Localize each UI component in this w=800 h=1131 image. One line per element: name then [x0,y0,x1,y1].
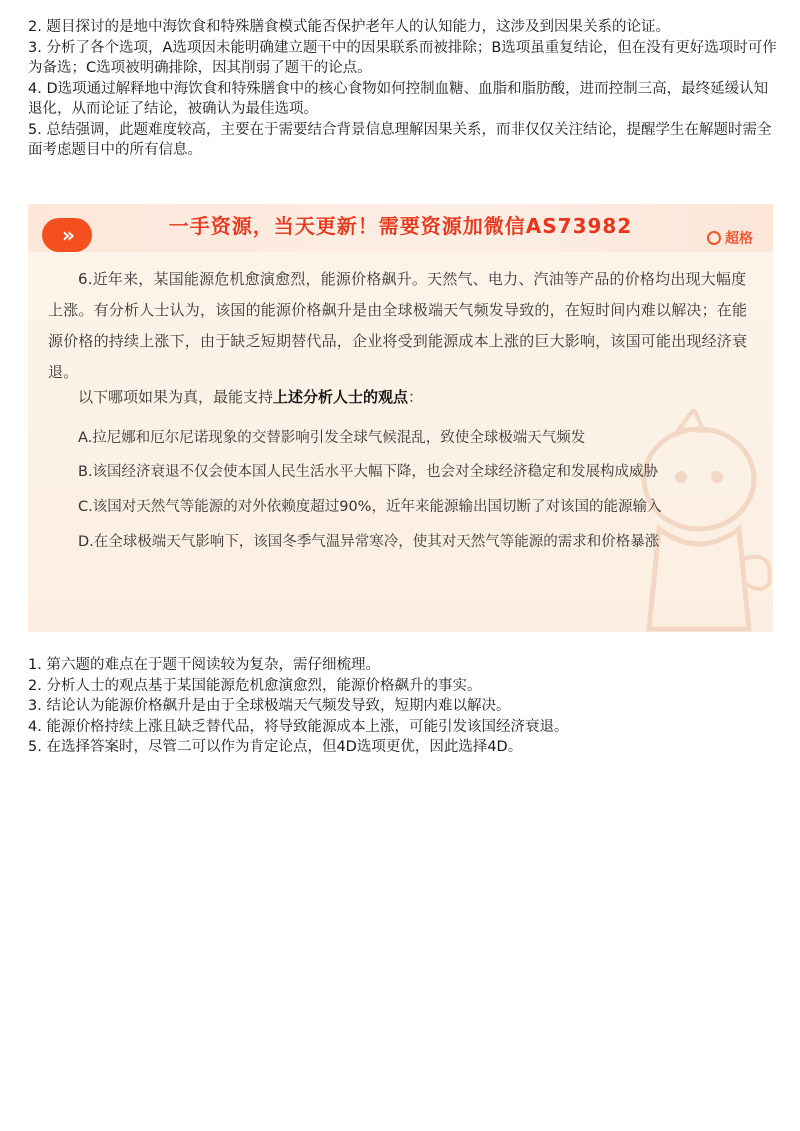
list-item: 1. 第六题的难点在于题干阅读较为复杂，需仔细梳理。 [28,657,380,673]
list-item: 2. 题目探讨的是地中海饮食和特殊膳食模式能否保护老年人的认知能力，这涉及到因果关系的论证。 [28,19,670,35]
prompt-emphasis: 上述分析人士的观点 [273,388,409,406]
summary-list-top [28,17,780,161]
list-item: 3. 分析了各个选项，A选项因未能明确建立题干中的因果联系而被排除；B选项虽重复结论，但在没有更好选项时可作为备选；C选项被明确排除，因其削弱了题干的论点。 [28,39,777,76]
question-prompt [78,386,423,407]
list-item: 2. 分析人士的观点基于某国能源危机愈演愈烈，能源价格飙升的事实。 [28,677,482,694]
question-image [28,204,773,632]
list-item: 5. 在选择答案时，尽管二可以作为肯定论点，但4D选项更优，因此选择4D。 [28,739,523,755]
prompt-pre: 以下哪项如果为真，最能支持 [78,388,274,406]
option-d: D.在全球极端天气影响下，该国冬季气温异常寒冷，使其对天然气等能源的需求和价格暴涨 [78,534,660,550]
brand-logo [707,228,753,248]
list-item: 4. D选项通过解释地中海饮食和特殊膳食中的核心食物如何控制血糖、血脂和脂肪酸，进而控制三高，最终延缓认知退化，从而论证了结论，被确认为最佳选项。 [28,80,769,117]
option-c: C.该国对天然气等能源的对外依赖度超过90%，近年来能源输出国切断了对该国的能源输入 [78,499,662,515]
option-b: B.该国经济衰退不仅会使本国人民生活水平大幅下降，也会对全球经济稳定和发展构成威胁 [78,464,659,480]
list-item: 3. 结论认为能源价格飙升是由于全球极端天气频发导致，短期内难以解决。 [28,698,511,714]
brand-logo-icon [707,231,721,245]
question-stem: 6.近年来，某国能源危机愈演愈烈，能源价格飙升。天然气、电力、汽油等产品的价格均出现大幅度上涨。有分析人士认为，该国的能源价格飙升是由全球极端天气频发导致的，在短时间内难以解决；在能源价格的持续上涨下，由于缺乏短期替代品，企业将受到能源成本上涨的巨大影响，该国可能出现经济衰退。 [48,270,748,381]
list-item: 4. 能源价格持续上涨且缺乏替代品，将导致能源成本上涨，可能引发该国经济衰退。 [28,718,569,735]
option-a: A.拉尼娜和厄尔尼诺现象的交替影响引发全球气候混乱，致使全球极端天气频发 [78,430,586,446]
chevron-right-double-icon: » [42,218,92,252]
question-banner [28,204,773,252]
summary-list-bottom [28,655,780,758]
list-item: 5. 总结强调，此题难度较高，主要在于需要结合背景信息理解因果关系，而非仅仅关注结论，提醒学生在解题时需全面考虑题目中的所有信息。 [28,121,772,158]
banner-title: 一手资源，当天更新！需要资源加微信AS73982 [168,214,633,238]
prompt-post: ： [408,388,424,406]
brand-name: 超格 [725,231,753,247]
